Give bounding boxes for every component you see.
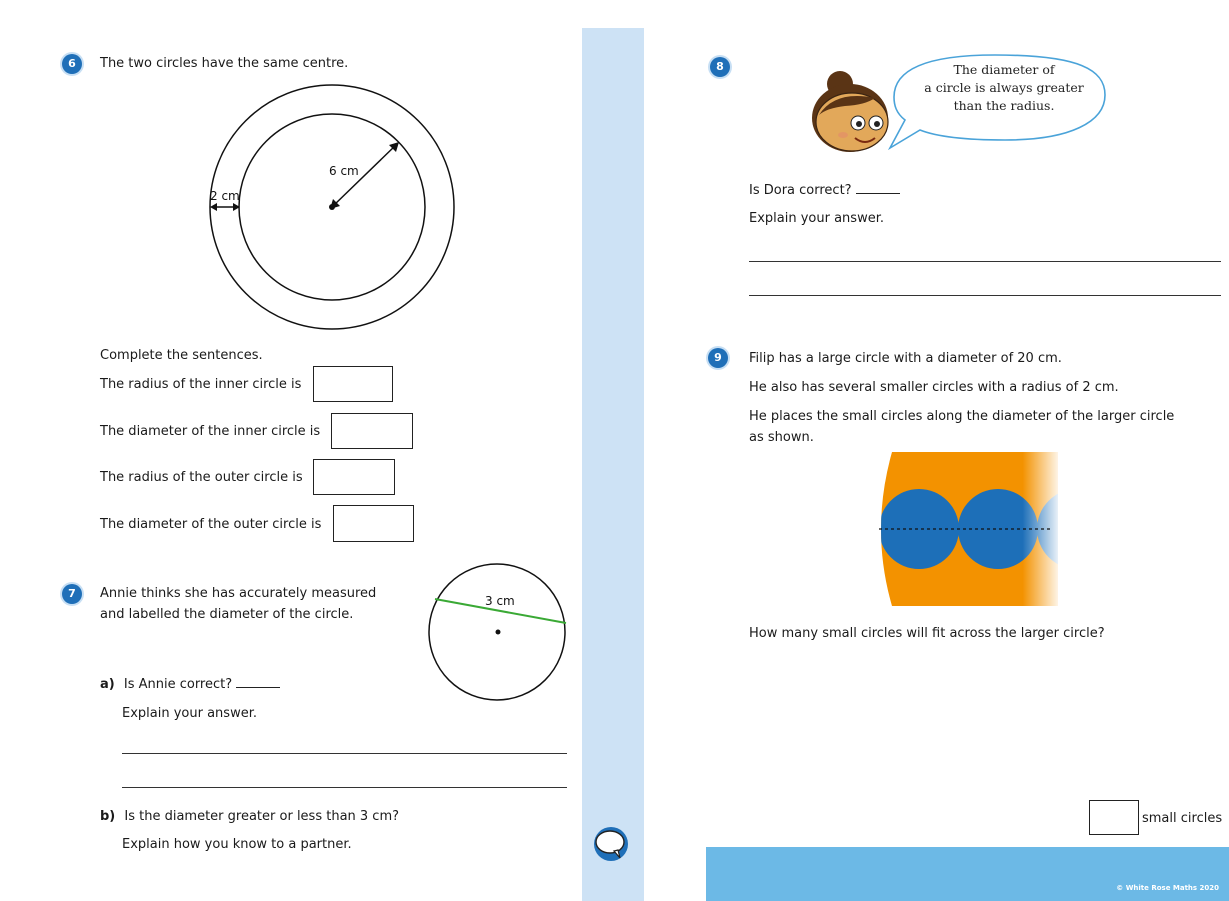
- footer-bar: [706, 847, 1229, 901]
- q7-intro-line2: and labelled the diameter of the circle.: [100, 607, 354, 622]
- q7b-row: [100, 809, 399, 825]
- q9-line4: as shown.: [749, 430, 814, 445]
- q8-answer-line-2[interactable]: [749, 295, 1221, 296]
- q7a-text: Is Annie correct?: [123, 677, 233, 692]
- q7a-label: a): [100, 677, 115, 692]
- q8-question: Is Dora correct?: [749, 183, 852, 198]
- q7b-explain: Explain how you know to a partner.: [122, 837, 352, 852]
- speech-line-2: a circle is always greater: [924, 80, 1084, 95]
- q6-sentence-4: The diameter of the outer circle is: [100, 517, 322, 532]
- concentric-circles-diagram: [200, 75, 465, 340]
- question-number-8: 8: [710, 57, 730, 77]
- q7b-label: b): [100, 809, 116, 824]
- q6-sentence-3: The radius of the outer circle is: [100, 470, 303, 485]
- q6-instruction: Complete the sentences.: [100, 348, 263, 363]
- q7a-answer-line-2[interactable]: [122, 787, 567, 788]
- q8-question-row: [749, 183, 900, 199]
- q7a-explain: Explain your answer.: [122, 706, 257, 721]
- radius-label: 6 cm: [329, 164, 359, 178]
- question-number-7: 7: [62, 584, 82, 604]
- page-gutter-stripe: [582, 28, 644, 901]
- q9-line3: He places the small circles along the diameter of the larger circle: [749, 409, 1175, 424]
- q9-answer-suffix: small circles: [1142, 811, 1223, 826]
- q6-sentence-2: The diameter of the inner circle is: [100, 424, 321, 439]
- circle-centre: [496, 630, 501, 635]
- q7-intro-line1: Annie thinks she has accurately measured: [100, 586, 377, 601]
- answer-box-outer-radius[interactable]: [313, 459, 395, 495]
- circle-chord-diagram: [425, 562, 570, 702]
- q6-sentence-1: The radius of the inner circle is: [100, 377, 302, 392]
- q7a-row: [100, 677, 280, 693]
- q6-intro: The two circles have the same centre.: [100, 56, 349, 71]
- q7a-answer-line-1[interactable]: [122, 753, 567, 754]
- q9-line1: Filip has a large circle with a diameter of 20 cm.: [749, 351, 1062, 366]
- circles-along-diameter-diagram: [822, 450, 1058, 608]
- answer-box-inner-diameter[interactable]: [331, 413, 413, 449]
- question-number-6: 6: [62, 54, 82, 74]
- q7b-text: Is the diameter greater or less than 3 cm?: [124, 809, 400, 824]
- q9-line2: He also has several smaller circles with a radius of 2 cm.: [749, 380, 1119, 395]
- q9-question: How many small circles will fit across the larger circle?: [749, 626, 1105, 641]
- speech-line-1: The diameter of: [953, 62, 1055, 77]
- gap-label: 2 cm: [210, 189, 240, 203]
- q8-answer-line[interactable]: [856, 193, 900, 194]
- chord-label: 3 cm: [485, 594, 515, 608]
- q8-answer-line-1[interactable]: [749, 261, 1221, 262]
- answer-box-inner-radius[interactable]: [313, 366, 393, 402]
- answer-box-outer-diameter[interactable]: [333, 505, 414, 542]
- copyright-text: © White Rose Maths 2020: [1116, 884, 1219, 892]
- answer-box-small-circles[interactable]: [1089, 800, 1139, 835]
- speech-line-3: than the radius.: [953, 98, 1055, 113]
- q7a-answer-line[interactable]: [236, 687, 280, 688]
- question-number-9: 9: [708, 348, 728, 368]
- q8-explain: Explain your answer.: [749, 211, 884, 226]
- speech-bubble-icon: [592, 825, 630, 863]
- speech-text: [904, 61, 1104, 115]
